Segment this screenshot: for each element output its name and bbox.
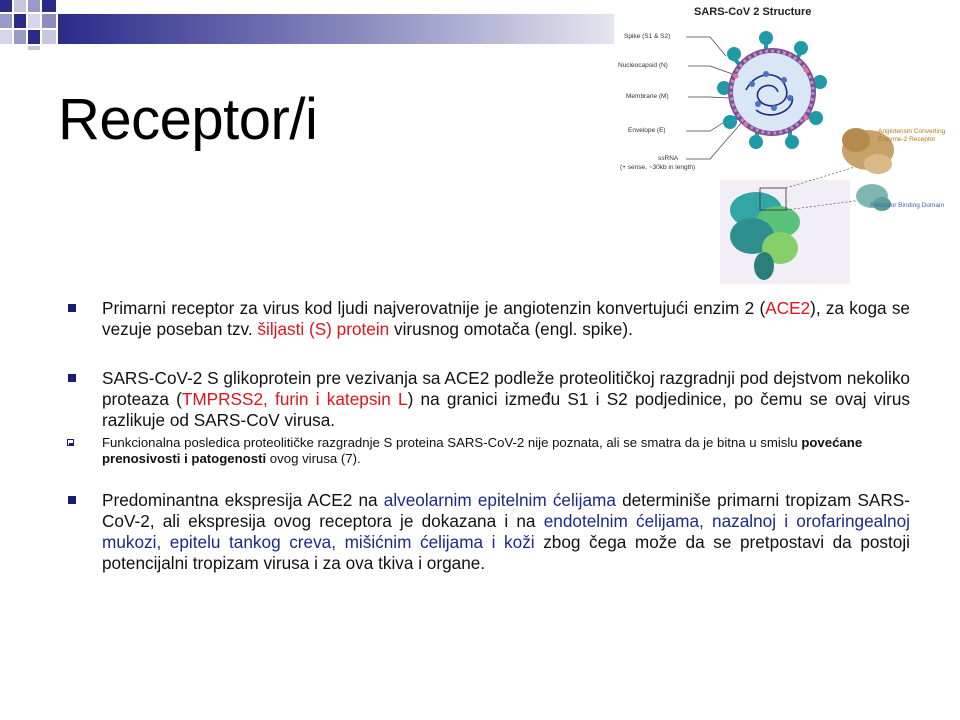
label-spike: Spike (S1 & S2)	[624, 33, 671, 40]
slide-title: Receptor/i	[58, 87, 318, 152]
label-envelope: Envelope (E)	[628, 127, 666, 134]
square-bullet-icon	[68, 496, 76, 504]
bullet-tropism: Predominantna ekspresija ACE2 na alveolarnim epitelnim ćelijama determiniše primarni tropizam SARS-CoV-2, ali ekspresija ovog receptora je dokazana i na endotelnim ćelijama, nazalnoj i orofaringealnoj mukozi, epitelu tankog creva, mišićnim ćelijama i koži zbog čega može da se pretpostavi da postoji potencijalni tropizam virusa i za ova tkiva i organe.	[62, 490, 910, 574]
highlight-ace2: ACE2	[765, 298, 811, 318]
highlight-spike-protein: šiljasti (S) protein	[257, 319, 390, 339]
label-ace2-line2: Enzyme-2 Receptor	[878, 136, 936, 143]
virus-diagram-graphic	[606, 0, 960, 290]
sars-cov2-structure-figure	[606, 0, 960, 290]
label-rbd: Receptor Binding Domain	[870, 202, 945, 209]
label-membrane: Membrane (M)	[626, 93, 669, 100]
highlight-tissues: endotelnim ćelijama, nazalnoj i orofaringealnoj mukozi, epitelu tankog creva, mišićnim ćelijama i koži	[102, 511, 910, 552]
figure-title: SARS-CoV 2 Structure	[694, 6, 812, 18]
bullet-list	[62, 298, 910, 574]
bold-transmissibility: povećane prenosivosti i patogenosti	[102, 435, 863, 466]
square-bullet-icon	[68, 304, 76, 312]
label-ace2-line1: Angiotensin Converting	[878, 128, 946, 135]
bullet-ace2-receptor: Primarni receptor za virus kod ljudi najverovatnije je angiotenzin konvertujući enzim 2 (ACE2), za koga se vezuje poseban tzv. šiljasti (S) protein virusnog omotača (engl. spike).	[62, 298, 910, 340]
highlight-alveolar-cells: alveolarnim epitelnim ćelijama	[383, 490, 616, 510]
hollow-square-bullet-icon	[67, 439, 74, 446]
label-nucleocapsid: Nucleocapsid (N)	[618, 62, 668, 69]
label-ssrna: ssRNA	[658, 155, 679, 162]
highlight-proteases: TMPRSS2, furin i katepsin L	[181, 389, 408, 409]
bullet-proteolysis: SARS-CoV-2 S glikoprotein pre vezivanja sa ACE2 podleže proteolitičkoj razgradnji pod dejstvom nekoliko proteaza (TMPRSS2, furin i katepsin L) na granici između S1 i S2 podjedinice, po čemu se ovaj virus razlikuje od SARS-CoV virusa.	[62, 368, 910, 431]
square-bullet-icon	[68, 374, 76, 382]
label-ssrna-note: (+ sense, ~30kb in length)	[620, 164, 696, 171]
sub-bullet-functional-consequence: Funkcionalna posledica proteolitičke razgradnje S proteina SARS-CoV-2 nije poznata, ali se smatra da je bitna u smislu povećane prenosivosti i patogenosti ovog virusa (7).	[62, 435, 910, 467]
